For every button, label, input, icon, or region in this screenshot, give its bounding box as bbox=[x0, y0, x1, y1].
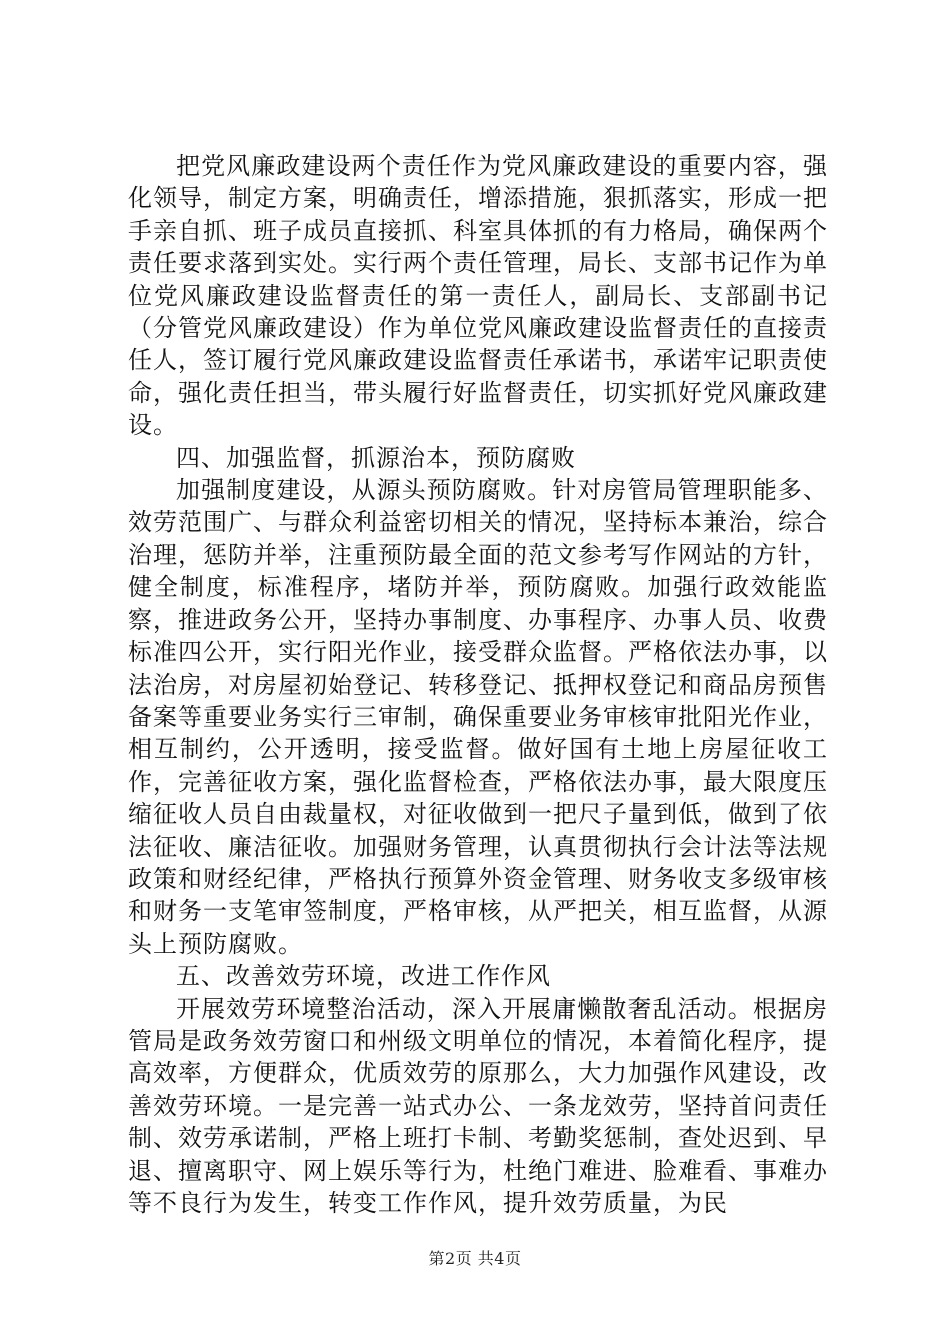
paragraph-responsibility: 把党风廉政建设两个责任作为党风廉政建设的重要内容，强化领导，制定方案，明确责任，增添措施，狠抓落实，形成一把手亲自抓、班子成员直接抓、科室具体抓的有力格局，确保两个责任要求落到实处。实行两个责任管理，局长、支部书记作为单位党风廉政建设监督责任的第一责任人，副局长、支部副书记（分管党风廉政建设）作为单位党风廉政建设监督责任的直接责任人，签订履行党风廉政建设监督责任承诺书，承诺牢记职责使命，强化责任担当，带头履行好监督责任，切实抓好党风廉政建设。 bbox=[128, 152, 828, 440]
section-heading-four: 四、加强监督，抓源治本，预防腐败 bbox=[176, 443, 576, 472]
paragraph-service-environment: 开展效劳环境整治活动，深入开展庸懒散奢乱活动。根据房管局是政务效劳窗口和州级文明单位的情况，本着简化程序，提高效率，方便群众，优质效劳的原那么，大力加强作风建设，改善效劳环境。一是完善一站式办公、一条龙效劳，坚持首问责任制、效劳承诺制，严格上班打卡制、考勤奖惩制，查处迟到、早退、擅离职守、网上娱乐等行为，杜绝门难进、脸难看、事难办等不良行为发生，转变工作作风，提升效劳质量，为民 bbox=[128, 994, 828, 1217]
page-number-footer: 第2页 共4页 bbox=[428, 1249, 522, 1268]
section-heading-five: 五、改善效劳环境，改进工作作风 bbox=[176, 962, 551, 991]
document-body bbox=[128, 150, 828, 1219]
paragraph-supervision: 加强制度建设，从源头预防腐败。针对房管局管理职能多、效劳范围广、与群众利益密切相关的情况，坚持标本兼治，综合治理，惩防并举，注重预防最全面的范文参考写作网站的方针，健全制度，标准程序，堵防并举，预防腐败。加强行政效能监察，推进政务公开，坚持办事制度、办事程序、办事人员、收费标准四公开，实行阳光作业，接受群众监督。严格依法办事，以法治房，对房屋初始登记、转移登记、抵押权登记和商品房预售备案等重要业务实行三审制，确保重要业务审核审批阳光作业，相互制约，公开透明，接受监督。做好国有土地上房屋征收工作，完善征收方案，强化监督检查，严格依法办事，最大限度压缩征收人员自由裁量权，对征收做到一把尺子量到低，做到了依法征收、廉洁征收。加强财务管理，认真贯彻执行会计法等法规政策和财经纪律，严格执行预算外资金管理、财务收支多级审核和财务一支笔审签制度，严格审核，从严把关，相互监督，从源头上预防腐败。 bbox=[128, 476, 828, 958]
